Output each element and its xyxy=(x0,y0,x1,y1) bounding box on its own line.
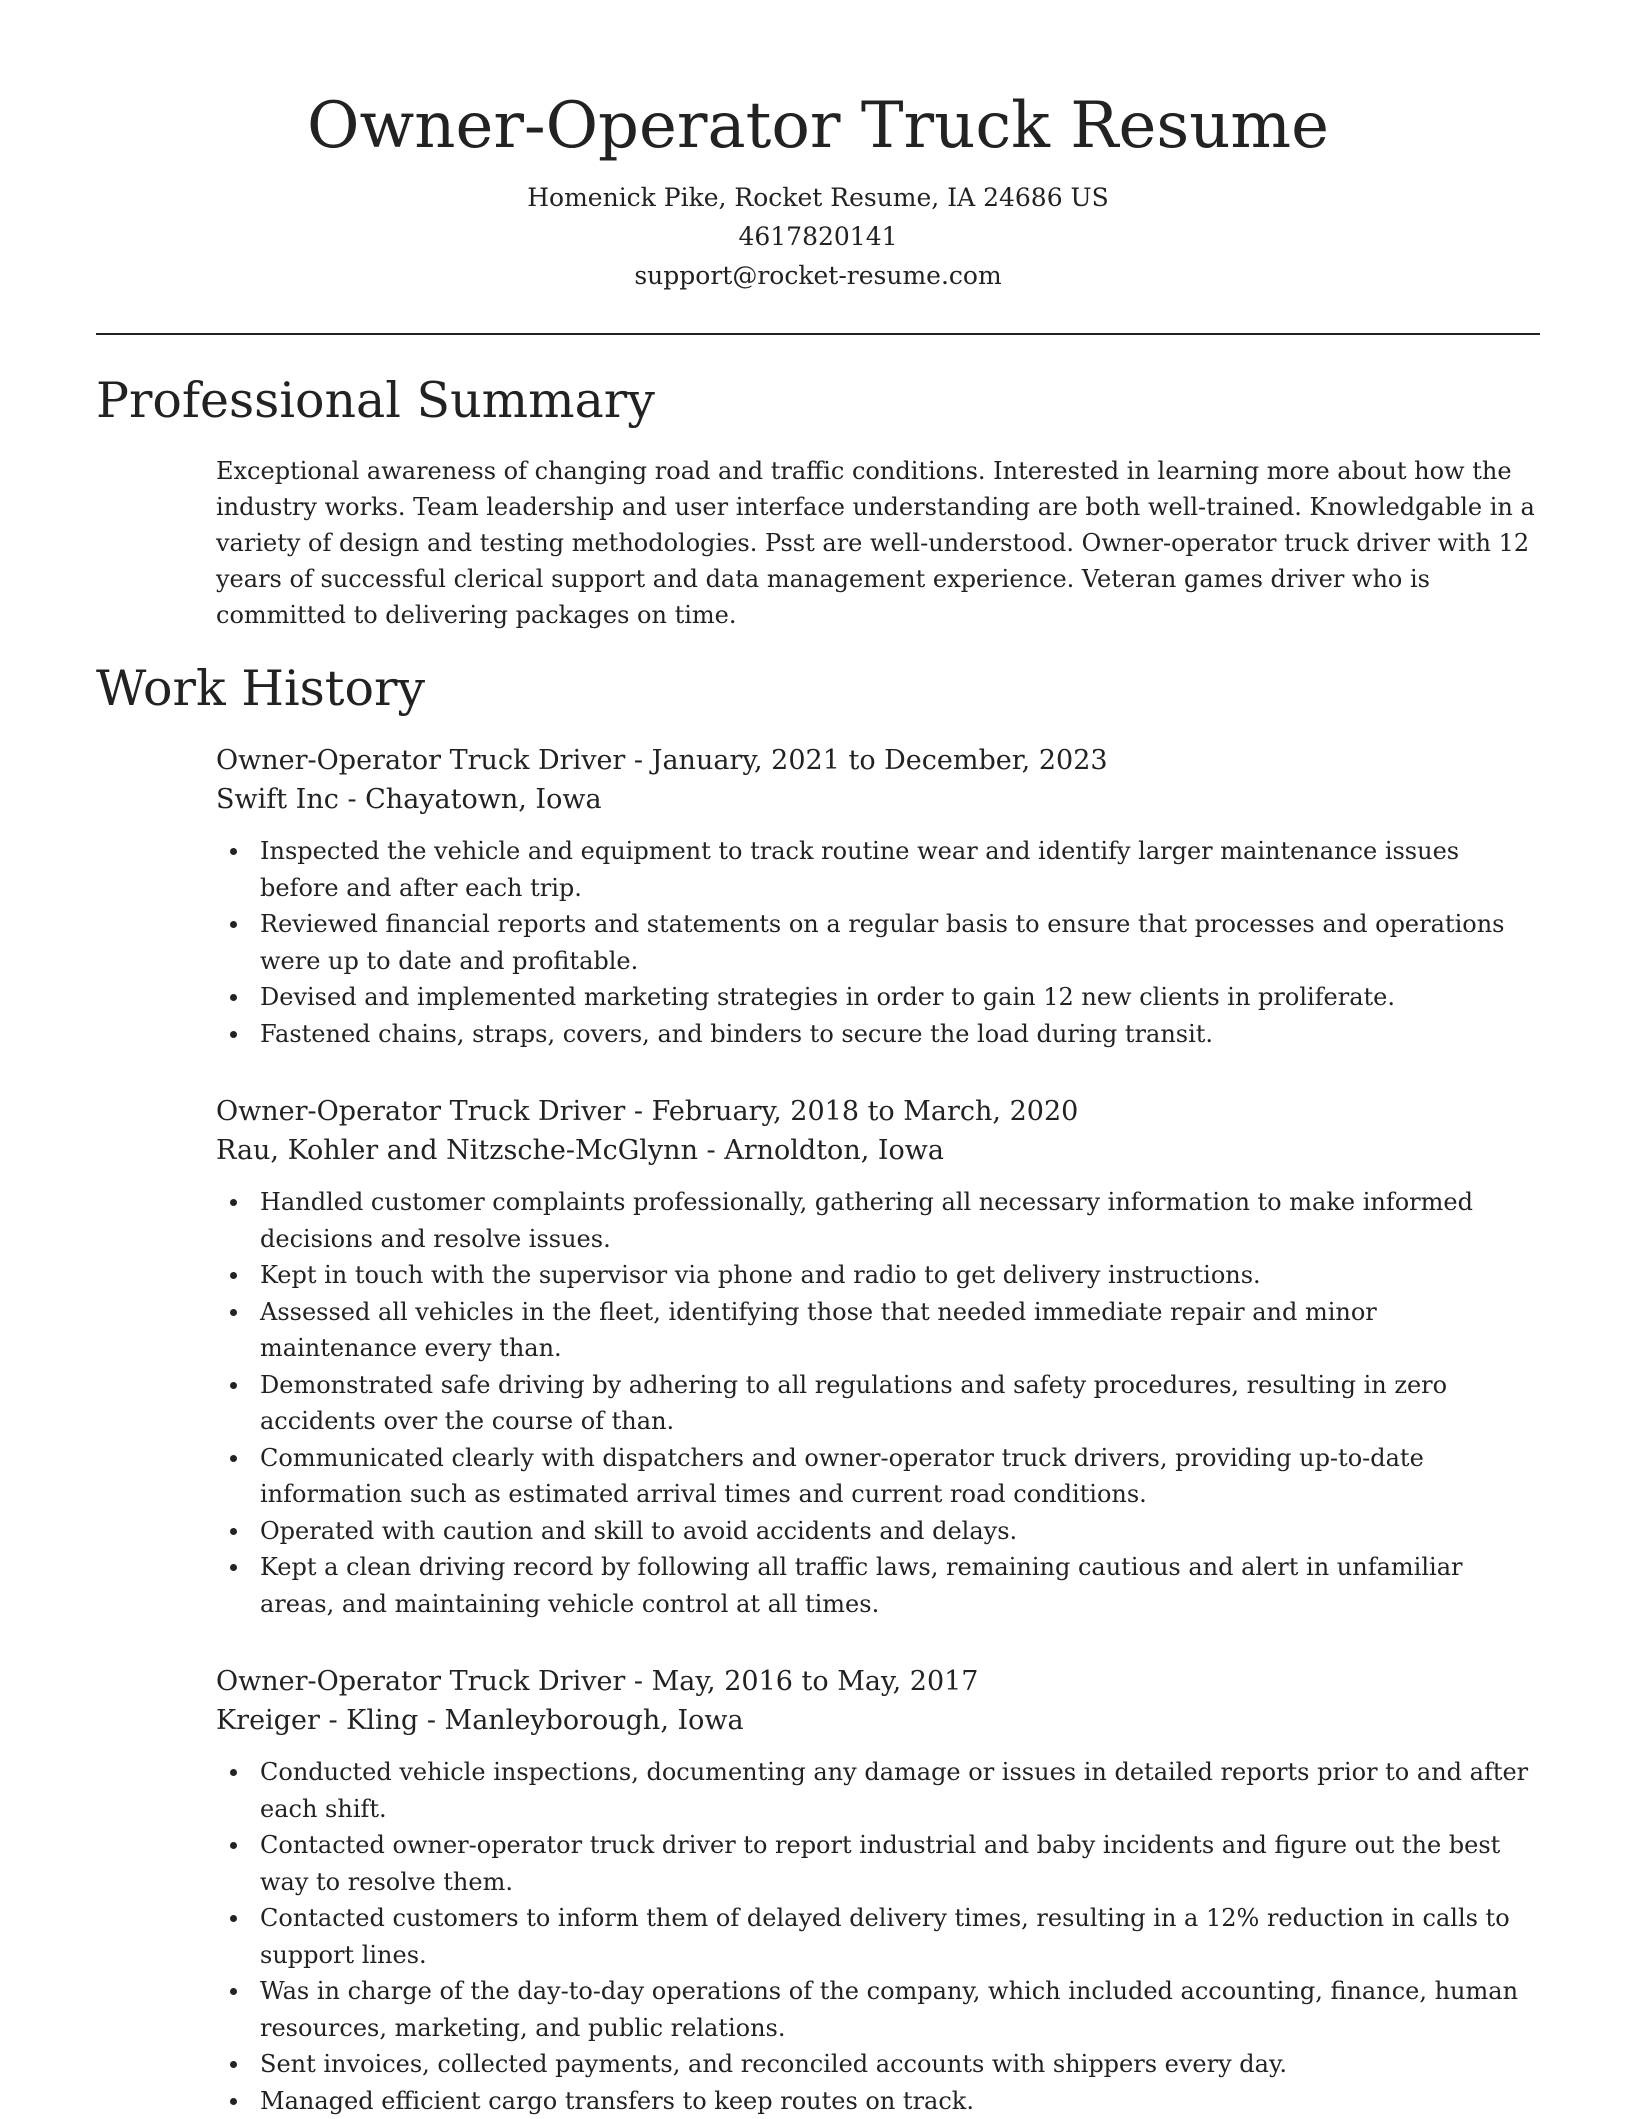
job-bullet: Was in charge of the day-to-day operations of the company, which included accounting, finance, human resources, marketing, and public relations. xyxy=(216,1973,1536,2046)
job-company-line xyxy=(216,780,1536,819)
job-location: - Arnoldton, Iowa xyxy=(698,1135,944,1166)
job-bullets xyxy=(216,833,1536,1052)
job-title-line xyxy=(216,741,1536,780)
work-history-section xyxy=(216,741,1536,2119)
job-bullet: Contacted customers to inform them of delayed delivery times, resulting in a 12% reduction in calls to support lines. xyxy=(216,1900,1536,1973)
job-bullet: Fastened chains, straps, covers, and binders to secure the load during transit. xyxy=(216,1016,1536,1053)
job-company-line xyxy=(216,1131,1536,1170)
job-title-line xyxy=(216,1662,1536,1701)
job-dates: - May, 2016 to May, 2017 xyxy=(625,1666,978,1697)
summary-heading: Professional Summary xyxy=(96,369,1540,433)
job-company: Kreiger - Kling xyxy=(216,1705,418,1736)
job-entry xyxy=(216,741,1536,1052)
contact-email: support@rocket-resume.com xyxy=(96,256,1540,295)
job-bullet: Kept a clean driving record by following all traffic laws, remaining cautious and alert in unfamiliar areas, and maintaining vehicle control at all times. xyxy=(216,1549,1536,1622)
job-dates: - January, 2021 to December, 2023 xyxy=(625,745,1107,776)
job-company: Swift Inc xyxy=(216,784,339,815)
job-bullet: Communicated clearly with dispatchers and owner-operator truck drivers, providing up-to-date information such as estimated arrival times and current road conditions. xyxy=(216,1440,1536,1513)
job-role: Owner-Operator Truck Driver xyxy=(216,1096,625,1127)
contact-info xyxy=(96,178,1540,295)
job-bullet: Devised and implemented marketing strategies in order to gain 12 new clients in proliferate. xyxy=(216,979,1536,1016)
job-bullets xyxy=(216,1184,1536,1622)
job-role: Owner-Operator Truck Driver xyxy=(216,1666,625,1697)
job-dates: - February, 2018 to March, 2020 xyxy=(625,1096,1078,1127)
job-bullet: Demonstrated safe driving by adhering to all regulations and safety procedures, resulting in zero accidents over the course of than. xyxy=(216,1367,1536,1440)
job-bullet: Inspected the vehicle and equipment to track routine wear and identify larger maintenance issues before and after each trip. xyxy=(216,833,1536,906)
contact-phone: 4617820141 xyxy=(96,217,1540,256)
job-title-line xyxy=(216,1092,1536,1131)
resume-page xyxy=(96,0,1540,2119)
job-bullets xyxy=(216,1754,1536,2119)
job-bullet: Operated with caution and skill to avoid accidents and delays. xyxy=(216,1513,1536,1550)
job-bullet: Managed efficient cargo transfers to keep routes on track. xyxy=(216,2083,1536,2119)
job-bullet: Assessed all vehicles in the fleet, identifying those that needed immediate repair and minor maintenance every than. xyxy=(216,1294,1536,1367)
job-company: Rau, Kohler and Nitzsche-McGlynn xyxy=(216,1135,698,1166)
job-location: - Chayatown, Iowa xyxy=(339,784,602,815)
job-company-line xyxy=(216,1701,1536,1740)
job-bullet: Reviewed financial reports and statements on a regular basis to ensure that processes and operations were up to date and profitable. xyxy=(216,906,1536,979)
job-bullet: Handled customer complaints professionally, gathering all necessary information to make informed decisions and resolve issues. xyxy=(216,1184,1536,1257)
job-bullet: Sent invoices, collected payments, and reconciled accounts with shippers every day. xyxy=(216,2046,1536,2083)
job-entry xyxy=(216,1662,1536,2119)
summary-text: Exceptional awareness of changing road and traffic conditions. Interested in learning more about how the industry works. Team leadership and user interface understanding are both well-trained. Knowledgable in a variety of design and testing methodologies. Psst are well-understood. Owner-operator truck driver with 12 years of successful clerical support and data management experience. Veteran games driver who is committed to delivering packages on time. xyxy=(216,453,1536,633)
summary-section xyxy=(216,453,1536,633)
contact-address: Homenick Pike, Rocket Resume, IA 24686 US xyxy=(96,178,1540,217)
job-bullet: Contacted owner-operator truck driver to report industrial and baby incidents and figure out the best way to resolve them. xyxy=(216,1827,1536,1900)
job-bullet: Conducted vehicle inspections, documenting any damage or issues in detailed reports prior to and after each shift. xyxy=(216,1754,1536,1827)
work-history-heading: Work History xyxy=(96,657,1540,721)
job-bullet: Kept in touch with the supervisor via phone and radio to get delivery instructions. xyxy=(216,1257,1536,1294)
job-role: Owner-Operator Truck Driver xyxy=(216,745,625,776)
job-entry xyxy=(216,1092,1536,1622)
job-location: - Manleyborough, Iowa xyxy=(418,1705,743,1736)
header-divider xyxy=(96,333,1540,335)
resume-title: Owner-Operator Truck Resume xyxy=(96,84,1540,168)
resume-header xyxy=(96,0,1540,295)
